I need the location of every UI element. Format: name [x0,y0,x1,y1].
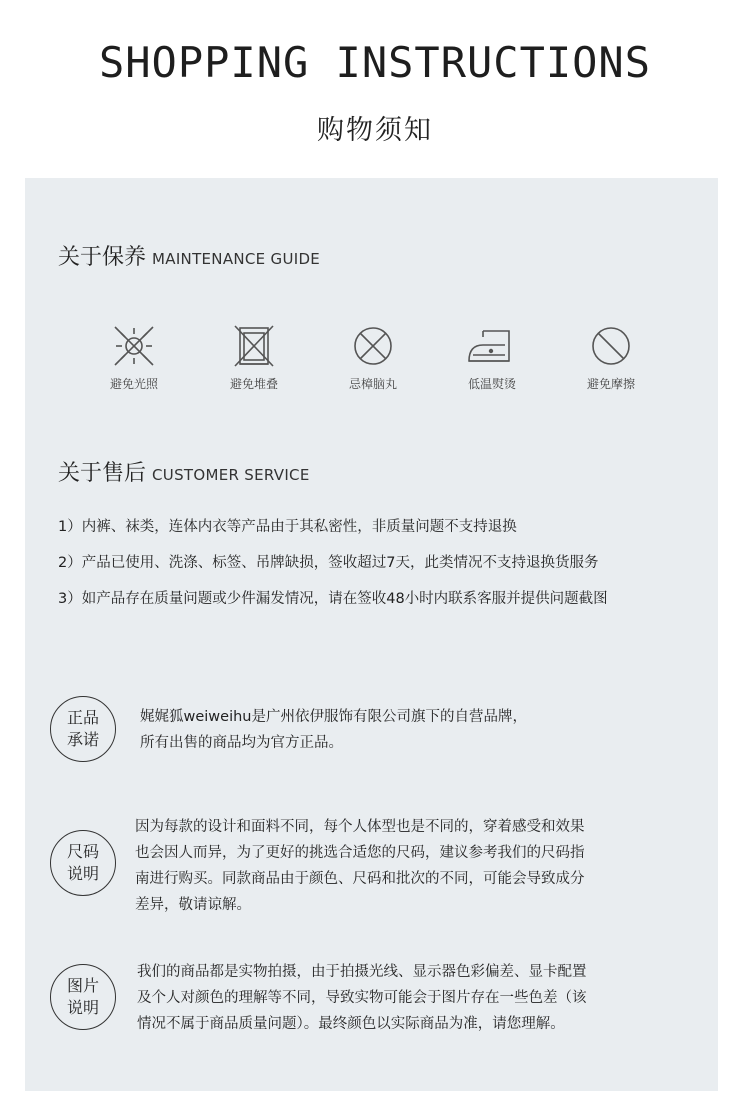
service-rules-list [58,515,698,623]
badge-line-1: 正品 [66,708,99,727]
text-line: 所有出售的商品均为官方正品。 [140,735,343,751]
text-line: 因为每款的设计和面料不同，每个人体型也是不同的，穿着感受和效果 [135,819,585,835]
photo-note-badge [50,964,116,1030]
badge-line-2: 说明 [66,998,99,1017]
genuine-promise-badge [50,696,116,762]
maintenance-title-en: MAINTENANCE GUIDE [152,250,321,268]
text-line: 我们的商品都是实物拍摄，由于拍摄光线、显示器色彩偏差、显卡配置 [137,964,587,980]
care-item-friction [556,323,666,392]
page-title-cn: 购物须知 [317,115,433,146]
photo-note-text [137,959,587,1037]
service-title-en: CUSTOMER SERVICE [152,466,310,484]
care-item-iron [437,323,547,392]
care-label-friction: 避免摩擦 [586,377,635,391]
service-rule-2: 2）产品已使用、洗涤、标签、吊牌缺损，签收超过7天，此类情况不支持退换货服务 [58,555,599,571]
care-label-iron: 低温熨烫 [467,377,516,391]
text-line: 娓娓狐weiweihu是广州依伊服饰有限公司旗下的自营品牌， [140,709,527,725]
page-title-en: SHOPPING INSTRUCTIONS [98,38,651,87]
care-label-stacking: 避免堆叠 [229,377,278,391]
text-line: 及个人对颜色的理解等不同，导致实物可能会于图片存在一些色差（该 [137,990,587,1006]
size-guide-text [135,814,585,918]
care-icons-row [25,323,718,403]
care-label-mothball: 忌樟脑丸 [348,377,397,391]
no-friction-icon [588,323,634,369]
care-item-stacking [199,323,309,392]
service-rule-3: 3）如产品存在质量问题或少件漏发情况，请在签收48小时内联系客服并提供问题截图 [58,591,608,607]
no-stacking-icon [231,323,277,369]
badge-line-2: 承诺 [66,730,99,749]
low-temp-iron-icon [465,323,519,369]
care-item-sunlight [79,323,189,392]
care-label-sunlight: 避免光照 [109,377,158,391]
badge-line-2: 说明 [66,864,99,883]
no-mothball-icon [350,323,396,369]
text-line: 也会因人而异，为了更好的挑选合适您的尺码，建议参考我们的尺码指 [135,845,585,861]
maintenance-title-cn: 关于保养 [58,245,147,270]
service-rule-1: 1）内裤、袜类，连体内衣等产品由于其私密性，非质量问题不支持退换 [58,519,517,535]
no-sunlight-icon [111,323,157,369]
care-item-mothball [318,323,428,392]
badge-line-1: 图片 [66,976,99,995]
text-line: 南进行购买。同款商品由于颜色、尺码和批次的不同，可能会导致成分 [135,871,585,887]
maintenance-heading [58,240,320,271]
text-line: 差异，敬请谅解。 [135,897,251,913]
genuine-promise-text [140,704,527,756]
service-title-cn: 关于售后 [58,461,147,486]
badge-line-1: 尺码 [66,842,99,861]
size-guide-badge [50,830,116,896]
instructions-panel [25,178,718,1091]
service-heading [58,456,310,487]
text-line: 情况不属于商品质量问题）。最终颜色以实际商品为准，请您理解。 [137,1016,565,1032]
